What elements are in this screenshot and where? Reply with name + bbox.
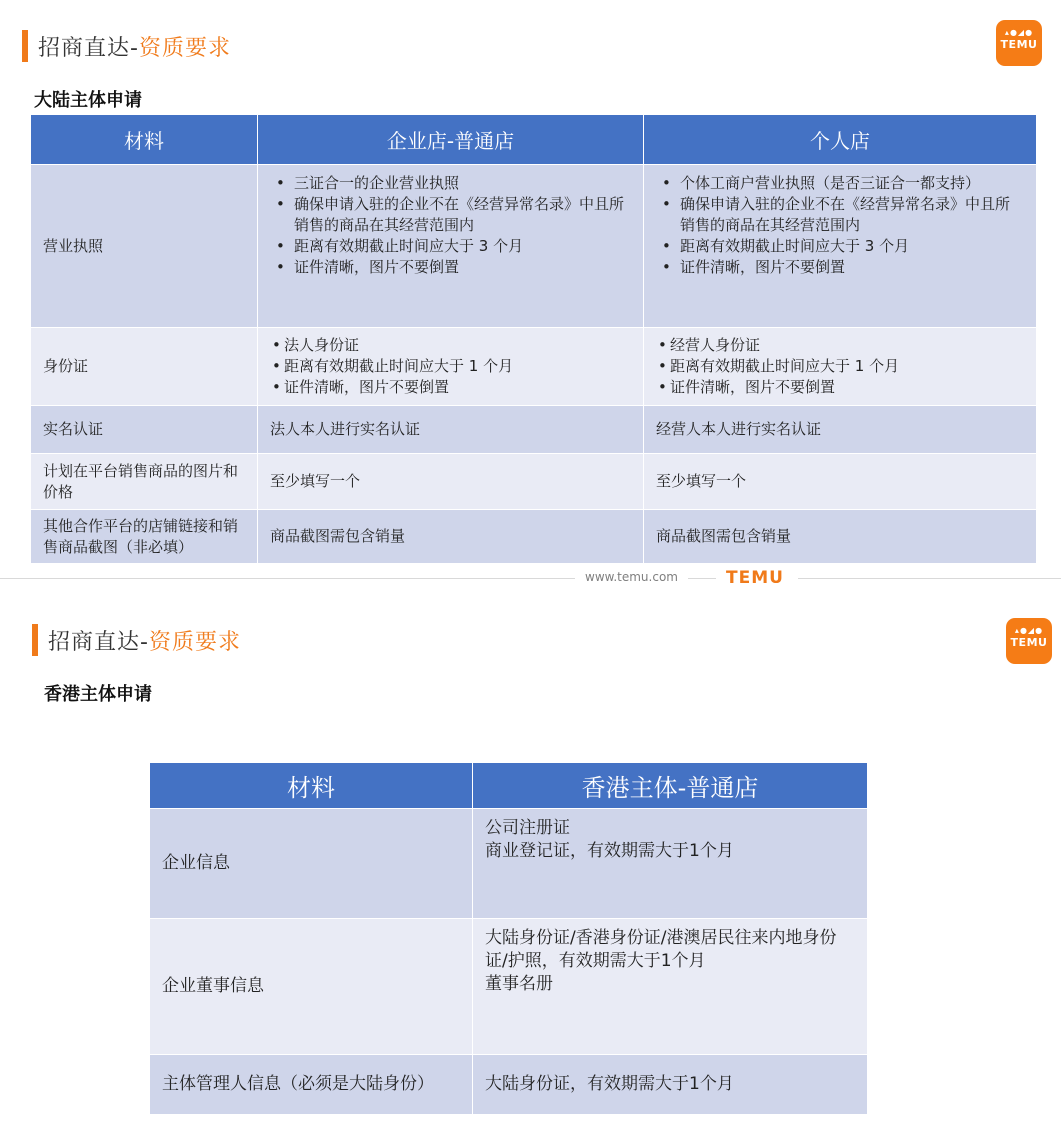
table-header-row xyxy=(31,115,1037,165)
bullet-list xyxy=(656,173,1024,278)
material-cell: 实名认证 xyxy=(31,406,258,454)
material-cell: 企业信息 xyxy=(150,809,473,919)
list-item: • 三证合一的企业营业执照 xyxy=(270,173,631,194)
requirement-cell: 大陆身份证，有效期需大于1个月 xyxy=(473,1055,868,1115)
enterprise-cell: 至少填写一个 xyxy=(258,454,644,510)
requirement-line: 董事名册 xyxy=(485,974,553,994)
temu-logo xyxy=(996,20,1042,66)
table-row xyxy=(150,919,868,1055)
requirement-line: 大陆身份证/香港身份证/港澳居民往来内地身份证/护照，有效期需大于1个月 xyxy=(485,928,837,971)
requirement-cell xyxy=(473,919,868,1055)
bullet-list xyxy=(270,335,631,398)
personal-cell xyxy=(644,328,1037,406)
list-item: • 经营人身份证 xyxy=(656,335,1024,356)
header-material: 材料 xyxy=(31,115,258,165)
table-row xyxy=(31,406,1037,454)
temu-logo xyxy=(1006,618,1052,664)
bullet-list xyxy=(270,173,631,278)
page-title xyxy=(48,625,241,656)
list-item: • 距离有效期截止时间应大于 3 个月 xyxy=(656,236,1024,257)
hongkong-requirements-table xyxy=(149,762,868,1115)
bullet-list xyxy=(656,335,1024,398)
table-header-row xyxy=(150,763,868,809)
title-accent-bar xyxy=(22,30,28,62)
list-item: • 距离有效期截止时间应大于 1 个月 xyxy=(270,356,631,377)
table-row xyxy=(31,328,1037,406)
material-cell: 其他合作平台的店铺链接和销售商品截图（非必填） xyxy=(31,510,258,564)
enterprise-cell: 法人本人进行实名认证 xyxy=(258,406,644,454)
requirement-line: 公司注册证 xyxy=(485,818,570,838)
logo-word: TEMU xyxy=(1000,38,1038,51)
mainland-requirements-table xyxy=(30,114,1037,564)
material-cell: 主体管理人信息（必须是大陆身份） xyxy=(150,1055,473,1115)
header-material: 材料 xyxy=(150,763,473,809)
section-subtitle: 香港主体申请 xyxy=(44,684,152,705)
footer-url: www.temu.com xyxy=(575,570,688,584)
personal-cell: 至少填写一个 xyxy=(644,454,1037,510)
title-prefix: 招商直达- xyxy=(48,630,149,655)
enterprise-cell: 商品截图需包含销量 xyxy=(258,510,644,564)
requirement-line: 商业登记证，有效期需大于1个月 xyxy=(485,841,734,861)
list-item: • 证件清晰，图片不要倒置 xyxy=(270,377,631,398)
table-row xyxy=(31,454,1037,510)
table-row xyxy=(31,165,1037,328)
header-hk-store: 香港主体-普通店 xyxy=(473,763,868,809)
list-item: • 确保申请入驻的企业不在《经营异常名录》中且所销售的商品在其经营范围内 xyxy=(270,194,631,236)
table-row xyxy=(150,1055,868,1115)
requirement-cell xyxy=(473,809,868,919)
material-cell: 身份证 xyxy=(31,328,258,406)
header-enterprise-store: 企业店-普通店 xyxy=(258,115,644,165)
enterprise-cell xyxy=(258,165,644,328)
logo-glyphs: ▴●◢● xyxy=(1014,626,1044,635)
footer-brand: TEMU xyxy=(716,568,798,588)
title-accent-bar xyxy=(32,624,38,656)
logo-word: TEMU xyxy=(1010,636,1048,649)
table-row xyxy=(31,510,1037,564)
footer-divider xyxy=(0,578,1061,579)
page-title xyxy=(38,31,231,62)
enterprise-cell xyxy=(258,328,644,406)
list-item: • 证件清晰，图片不要倒置 xyxy=(270,257,631,278)
list-item: • 法人身份证 xyxy=(270,335,631,356)
list-item: • 距离有效期截止时间应大于 3 个月 xyxy=(270,236,631,257)
personal-cell: 经营人本人进行实名认证 xyxy=(644,406,1037,454)
material-cell: 企业董事信息 xyxy=(150,919,473,1055)
list-item: • 个体工商户营业执照（是否三证合一都支持） xyxy=(656,173,1024,194)
list-item: • 证件清晰，图片不要倒置 xyxy=(656,257,1024,278)
list-item: • 距离有效期截止时间应大于 1 个月 xyxy=(656,356,1024,377)
personal-cell xyxy=(644,165,1037,328)
title-prefix: 招商直达- xyxy=(38,36,139,61)
section-subtitle: 大陆主体申请 xyxy=(34,90,142,111)
header-personal-store: 个人店 xyxy=(644,115,1037,165)
title-accent: 资质要求 xyxy=(138,36,231,61)
logo-glyphs: ▴●◢● xyxy=(1004,28,1034,37)
list-item: • 确保申请入驻的企业不在《经营异常名录》中且所销售的商品在其经营范围内 xyxy=(656,194,1024,236)
slide-hongkong xyxy=(0,598,1061,1129)
material-cell: 营业执照 xyxy=(31,165,258,328)
personal-cell: 商品截图需包含销量 xyxy=(644,510,1037,564)
list-item: • 证件清晰，图片不要倒置 xyxy=(656,377,1024,398)
title-accent: 资质要求 xyxy=(148,630,241,655)
material-cell: 计划在平台销售商品的图片和价格 xyxy=(31,454,258,510)
table-row xyxy=(150,809,868,919)
